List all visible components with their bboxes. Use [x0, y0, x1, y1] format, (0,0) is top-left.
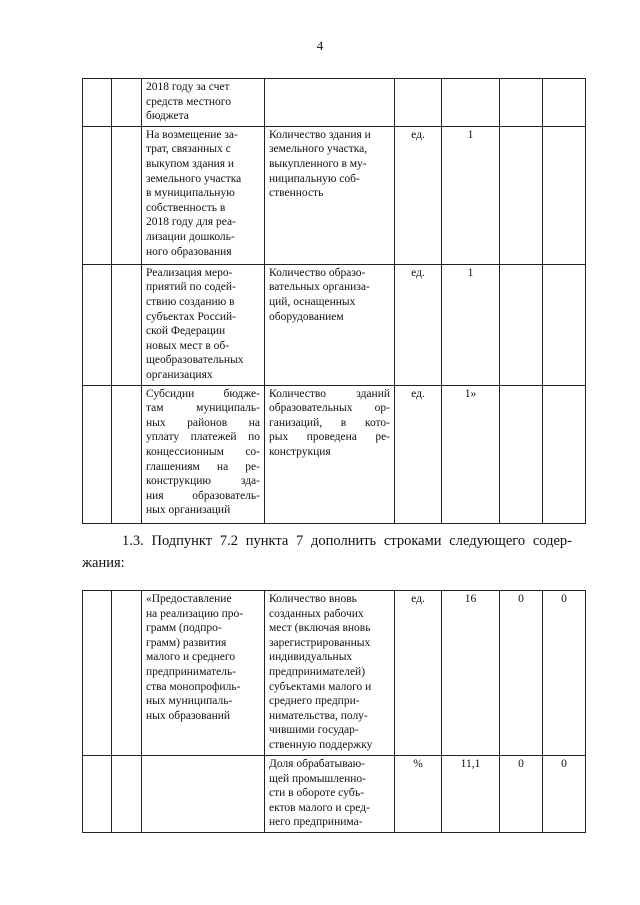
cell-value-3	[543, 79, 586, 127]
cell-number	[83, 79, 112, 127]
activity-line: ствию созданию в	[146, 295, 235, 308]
activity-line: 2018 году за счет	[146, 81, 230, 93]
indicator-line: Количество зданий	[269, 387, 390, 400]
cell-subnumber	[112, 79, 142, 127]
table-row	[83, 79, 586, 127]
cell-unit	[395, 79, 442, 127]
activity-line: грамм) развития	[146, 636, 227, 649]
cell-indicator	[265, 756, 395, 833]
indicator-line: Количество здания и	[269, 128, 371, 141]
activity-line: грамм (подпро-	[146, 622, 222, 635]
indicator-line: него предпринима-	[269, 816, 363, 829]
cell-number	[83, 591, 112, 756]
cell-value-2	[500, 264, 543, 385]
indicator-line: чившими государ-	[269, 724, 359, 737]
activity-line: ных организаций	[146, 504, 231, 517]
table-row	[83, 385, 586, 523]
cell-value: 1»	[442, 385, 500, 523]
table-row	[83, 756, 586, 833]
activity-line: предприниматель-	[146, 665, 237, 678]
paragraph-line: 1.3. Подпункт 7.2 пункта 7 дополнить строками следующего содер-	[122, 533, 572, 549]
cell-subnumber	[112, 264, 142, 385]
indicator-line: ганизаций, в кото-	[269, 416, 390, 429]
cell-value-3	[543, 385, 586, 523]
activity-line: бюджета	[146, 110, 189, 123]
activity-line: ного образования	[146, 245, 232, 258]
activity-line: собственность в	[146, 201, 226, 214]
activity-line: организациях	[146, 368, 213, 381]
activity-line: конструкцию зда-	[146, 475, 260, 488]
cell-number	[83, 385, 112, 523]
activity-line: земельного участка	[146, 172, 242, 185]
cell-value-3	[543, 126, 586, 264]
cell-activity	[142, 79, 265, 127]
cell-value: 11,1	[442, 756, 500, 833]
indicator-line: сти в обороте субъ-	[269, 787, 365, 800]
indicator-line: Доля обрабатываю-	[269, 758, 366, 770]
indicator-line: ций, оснащенных	[269, 295, 356, 308]
indicator-line: образовательных ор-	[269, 402, 390, 415]
cell-unit: ед.	[395, 126, 442, 264]
cell-subnumber	[112, 756, 142, 833]
cell-activity	[142, 264, 265, 385]
cell-value-2: 0	[500, 591, 543, 756]
indicator-line: среднего предпри-	[269, 695, 360, 708]
activity-line: уплату платежей по	[146, 431, 260, 444]
activity-line: трат, связанных с	[146, 143, 231, 156]
indicator-line: ственность	[269, 187, 324, 200]
table-row	[83, 591, 586, 756]
activity-line: щеобразовательных	[146, 354, 244, 367]
indicator-line: рых проведена ре-	[269, 431, 390, 444]
cell-unit: ед.	[395, 591, 442, 756]
table-upper	[82, 78, 586, 524]
cell-unit: ед.	[395, 264, 442, 385]
indicator-line: созданных рабочих	[269, 607, 364, 620]
cell-indicator	[265, 264, 395, 385]
indicator-line: Количество образо-	[269, 266, 366, 279]
activity-line: выкупом здания и	[146, 157, 235, 170]
activity-line: там муниципаль-	[146, 402, 260, 415]
cell-indicator	[265, 126, 395, 264]
cell-activity	[142, 126, 265, 264]
activity-line: на реализацию про-	[146, 607, 244, 620]
cell-unit: %	[395, 756, 442, 833]
indicator-line: оборудованием	[269, 310, 344, 323]
cell-value-3	[543, 264, 586, 385]
cell-value-2	[500, 385, 543, 523]
indicator-line: выкупленного в му-	[269, 157, 367, 170]
paragraph-line: жания:	[82, 555, 125, 571]
table-row	[83, 264, 586, 385]
indicator-line: мест (включая вновь	[269, 622, 371, 635]
cell-activity	[142, 591, 265, 756]
activity-line: концессионным со-	[146, 445, 260, 458]
cell-value-3: 0	[543, 591, 586, 756]
cell-value: 1	[442, 126, 500, 264]
indicator-line: индивидуальных	[269, 651, 353, 664]
cell-number	[83, 126, 112, 264]
cell-number	[83, 264, 112, 385]
indicator-line: Количество вновь	[269, 593, 357, 605]
activity-line: На возмещение за-	[146, 128, 238, 141]
activity-line: ных муниципаль-	[146, 695, 233, 708]
cell-indicator	[265, 79, 395, 127]
indicator-line: конструкция	[269, 445, 331, 458]
activity-line: субъектах Россий-	[146, 310, 236, 323]
activity-line: ства монопрофиль-	[146, 680, 241, 693]
indicator-line: нимательства, полу-	[269, 709, 368, 722]
activity-line: малого и среднего	[146, 651, 236, 664]
indicator-line: ственную поддержку	[269, 738, 373, 751]
activity-line: лизации дошколь-	[146, 230, 235, 243]
cell-value-2: 0	[500, 756, 543, 833]
activity-line: ской Федерации	[146, 325, 226, 338]
table-row	[83, 126, 586, 264]
body-paragraph	[82, 530, 572, 574]
cell-value-3: 0	[543, 756, 586, 833]
cell-unit: ед.	[395, 385, 442, 523]
indicator-line: зарегистрированных	[269, 636, 371, 649]
cell-value-2	[500, 126, 543, 264]
cell-subnumber	[112, 385, 142, 523]
indicator-line: щей промышленно-	[269, 772, 367, 785]
indicator-line: предпринимателей)	[269, 665, 366, 678]
page-number: 4	[316, 38, 324, 53]
cell-activity	[142, 385, 265, 523]
activity-line: новых мест в об-	[146, 339, 230, 352]
activity-line: ния образователь-	[146, 489, 260, 502]
cell-subnumber	[112, 591, 142, 756]
cell-value: 16	[442, 591, 500, 756]
cell-indicator	[265, 385, 395, 523]
cell-subnumber	[112, 126, 142, 264]
activity-line: Реализация меро-	[146, 266, 233, 279]
indicator-line: ниципальную соб-	[269, 172, 360, 185]
indicator-line: субъектами малого и	[269, 680, 372, 693]
activity-line: ных районов на	[146, 416, 260, 429]
cell-value: 1	[442, 264, 500, 385]
cell-value	[442, 79, 500, 127]
cell-value-2	[500, 79, 543, 127]
activity-line: «Предоставление	[146, 593, 232, 605]
cell-activity	[142, 756, 265, 833]
activity-line: глашениям на ре-	[146, 460, 260, 473]
activity-line: ных образований	[146, 709, 231, 722]
table-lower	[82, 590, 586, 833]
indicator-line: вательных организа-	[269, 281, 370, 294]
activity-line: 2018 году для реа-	[146, 216, 236, 229]
cell-number	[83, 756, 112, 833]
cell-indicator	[265, 591, 395, 756]
activity-line: приятий по содей-	[146, 281, 236, 294]
activity-line: средств местного	[146, 95, 231, 108]
activity-line: в муниципальную	[146, 187, 235, 200]
indicator-line: земельного участка,	[269, 143, 368, 156]
activity-line: Субсидии бюдже-	[146, 387, 260, 400]
indicator-line: ектов малого и сред-	[269, 801, 370, 814]
